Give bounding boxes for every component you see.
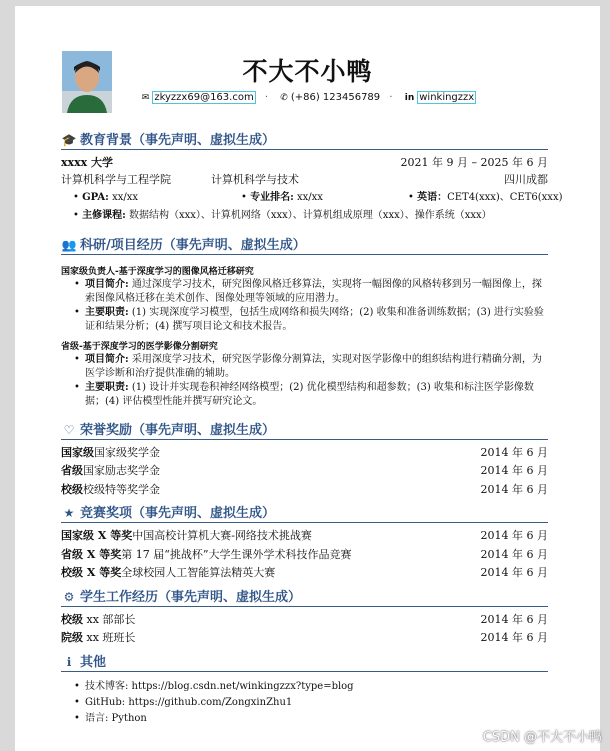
envelope-icon: ✉ (141, 93, 150, 103)
other-list (73, 679, 545, 727)
heart-icon: ♡ (63, 423, 75, 437)
list-item: • 主要职责: (1) 设计并实现卷积神经网络模型；(2) 优化模型结构和超参数；(3) 收集和标注医学影像数据；(4) 评估模型性能并撰写研究论文。 (73, 381, 545, 409)
separator-dot: · (389, 92, 393, 103)
graduation-cap-icon: 🎓 (61, 133, 77, 147)
competition-row: 国家级 X 等奖中国高校计算机大赛-网络技术挑战赛 2014 年 6 月 (61, 529, 548, 542)
honor-row: 校级校级特等奖学金 2014 年 6 月 (61, 483, 548, 496)
school-location: 四川成都 (504, 173, 548, 186)
list-item: • 技术博客: https://blog.csdn.net/winkingzzx?type=blog (73, 679, 545, 695)
cogs-icon: ⚙ (63, 590, 75, 604)
users-icon: 👥 (61, 238, 77, 252)
candidate-name: 不大不小鸭 (242, 57, 373, 86)
project-details (73, 278, 545, 334)
list-item: • 语言: Python (73, 711, 545, 727)
star-icon: ★ (63, 506, 75, 520)
section-title-honors: ♡ 荣誉奖励（事先声明、虚拟生成） (61, 419, 548, 440)
major-name: 计算机科学与技术 (211, 173, 299, 186)
education-major-row (61, 173, 548, 187)
phone-icon: ✆ (280, 93, 288, 103)
linkedin-icon: in (404, 93, 415, 103)
section-title-competitions: ★ 竞赛奖项（事先声明、虚拟生成） (61, 502, 548, 523)
resume-page: 不大不小鸭 ✉ zkyzzx69@163.com · ✆ (+86) 123456789 · in winkingzzx 🎓 教育背景（事先声明、虚拟生成） xxxx 大学 2021 年 9 月 – 2025 年 6 月 计算机科学与工程学院 计算机科学与技术 四川成都 • GPA: xx/xx • 专业排名: xx/xx • 英语：CET4(xxx)、CET6(xxx) • 主修课程: 数据结构（xxx）、计算机网络（xxx）、计算机组成原理（xxx）、操作系统（xxx） 👥 科研/项目经历（事先声明、虚拟生成） 国家级负责人-基于深度学习的图像风格迁移研究 • 项目简介: 通过深度学习技术，研究图像风格迁移算法，实现将一幅图像的风格转移到另一幅图像上，探索图像风格迁移在美术创作、图像处理等领域的应用潜力。 • 主要职责: (1) 实现深度学习模型，包括生成网络和损失网络；(2) 收集和准备训练数据；(3) 进行实验验证和结果分析；(4) 撰写项目论文和技术报告。 省级-基于深度学习的医学影像分割研究 • 项目简介: 采用深度学习技术，研究医学影像分割算法，实现对医学影像中的组织结构进行精确分割，为医学诊断和治疗提供准确的辅助。 • 主要职责: (1) 设计并实现卷积神经网络模型；(2) 优化模型结构和超参数；(3) 收集和标注医学影像数据；(4) 评估模型性能并撰写研究论文。 ♡ 荣誉奖励（事先声明、虚拟生成） 国家级国家级奖学金 2014 年 6 月 省级国家励志奖学金 2014 年 6 月 校级校级特等奖学金 2014 年 6 月 ★ 竞赛奖项（事先声明、虚拟生成） 国家级 X 等奖中国高校计算机大赛-网络技术挑战赛 2014 年 6 月 省级 X 等奖第 17 届“挑战杯”大学生课外学术科技作品竞赛 2014 年 6 月 校级 X 等奖全球校园人工智能算法精英大赛 2014 年 6 月 ⚙ 学生工作经历（事先声明、虚拟生成） 校级 xx 部部长 2014 年 6 月 院级 xx 班班长 2014 年 6 月 ℹ 其他 • 技术博客: https://blog.csdn.net/winkingzzx?type=blog • GitHub: https://github.com/ZongxinZhu1 • 语言: Python (15, 6, 600, 751)
phone-number: (+86) 123456789 (290, 92, 381, 103)
info-icon: ℹ (66, 655, 72, 669)
separator-dot: · (264, 92, 269, 103)
csdn-watermark: CSDN @不大不小鸭 (482, 730, 602, 745)
profile-link[interactable]: winkingzzx (419, 92, 475, 103)
list-item: • 项目简介: 通过深度学习技术，研究图像风格迁移算法，实现将一幅图像的风格转移到另一幅图像上，探索图像风格迁移在美术创作、图像处理等领域的应用潜力。 (73, 278, 545, 306)
college-name: 计算机科学与工程学院 (61, 173, 171, 186)
work-row: 院级 xx 班班长 2014 年 6 月 (61, 631, 548, 644)
competition-row: 省级 X 等奖第 17 届“挑战杯”大学生课外学术科技作品竞赛 2014 年 6 月 (61, 548, 548, 561)
project-details (73, 353, 545, 409)
list-item: • GitHub: https://github.com/ZongxinZhu1 (73, 695, 545, 711)
education-period: 2021 年 9 月 – 2025 年 6 月 (400, 156, 548, 169)
honor-row: 国家级国家级奖学金 2014 年 6 月 (61, 446, 548, 459)
section-title-education: 🎓 教育背景（事先声明、虚拟生成） (61, 129, 548, 150)
work-row: 校级 xx 部部长 2014 年 6 月 (61, 613, 548, 626)
school-name: xxxx 大学 (61, 156, 114, 169)
list-item: • 主要职责: (1) 实现深度学习模型，包括生成网络和损失网络；(2) 收集和准备训练数据；(3) 进行实验验证和结果分析；(4) 撰写项目论文和技术报告。 (73, 306, 545, 334)
education-school-row (61, 156, 548, 170)
contact-line (15, 92, 600, 103)
project-heading: 国家级负责人-基于深度学习的图像风格迁移研究 (61, 267, 254, 277)
project-heading: 省级-基于深度学习的医学影像分割研究 (61, 342, 218, 352)
section-title-other: ℹ 其他 (61, 651, 548, 672)
competition-row: 校级 X 等奖全球校园人工智能算法精英大赛 2014 年 6 月 (61, 566, 548, 579)
honor-row: 省级国家励志奖学金 2014 年 6 月 (61, 464, 548, 477)
email-link[interactable]: zkyzzx69@163.com (154, 92, 254, 103)
section-title-work: ⚙ 学生工作经历（事先声明、虚拟生成） (61, 586, 548, 607)
list-item: • 项目简介: 采用深度学习技术，研究医学影像分割算法，实现对医学影像中的组织结构进行精确分割，为医学诊断和治疗提供准确的辅助。 (73, 353, 545, 381)
section-title-research: 👥 科研/项目经历（事先声明、虚拟生成） (61, 234, 548, 255)
